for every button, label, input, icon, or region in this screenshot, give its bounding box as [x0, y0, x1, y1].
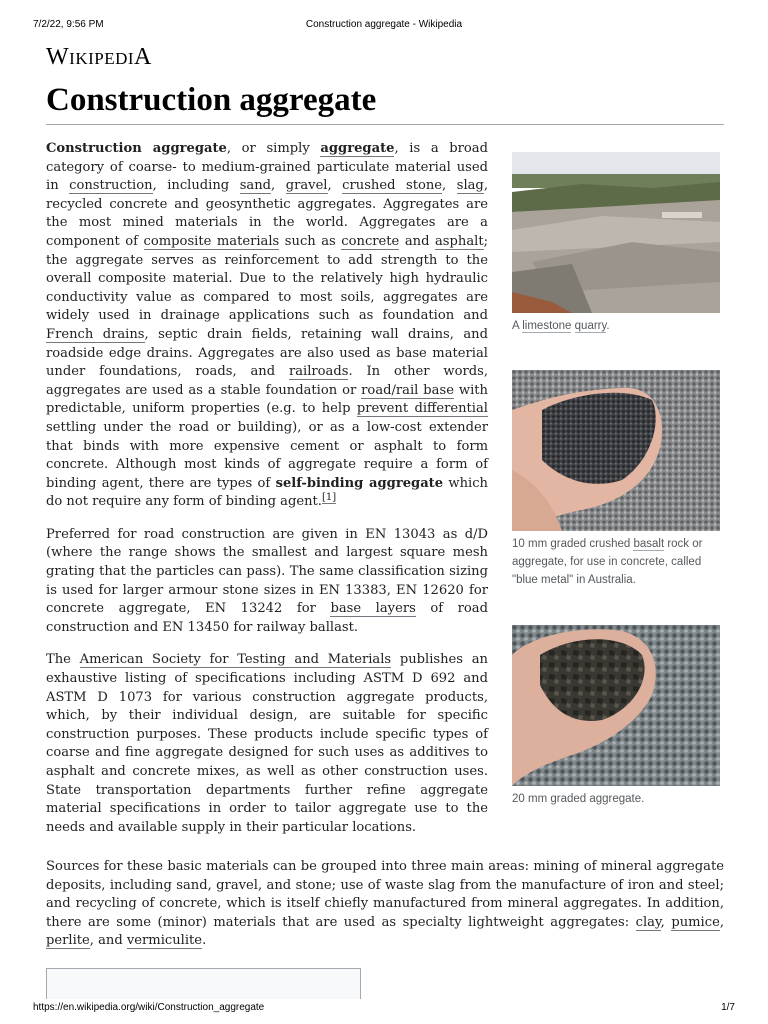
figure-caption [512, 535, 720, 589]
lead-paragraph-2 [46, 526, 488, 638]
print-header [0, 0, 768, 40]
link-construction[interactable]: construction [69, 178, 153, 194]
article-body [46, 140, 488, 851]
link-french-drains[interactable]: French drains [46, 326, 145, 342]
lead-paragraph-4 [46, 858, 724, 951]
text: , [271, 178, 286, 194]
caption-text: rock or aggregate, for use in concrete, called "blue metal" in Australia. [512, 538, 703, 586]
text: , [327, 178, 343, 194]
link-asphalt[interactable]: asphalt [434, 233, 484, 249]
text: , including [152, 178, 240, 194]
text: , recycled concrete and geosynthetic aggregates. Aggregates are the most mined materials in the world. Aggregates are a component of [46, 178, 488, 249]
text: with predictable, uniform properties (e.g. to help [46, 382, 488, 417]
figure-20mm-aggregate [512, 625, 720, 808]
text: , is a broad category of coarse- to medium-grained particulate material used in [46, 141, 488, 194]
link-aggregate[interactable] [320, 141, 394, 157]
print-title: Construction aggregate - Wikipedia [305, 19, 463, 30]
wordmark-middle: IKIPEDI [69, 49, 135, 68]
basalt-image[interactable] [512, 370, 720, 531]
link-sand[interactable]: sand [239, 178, 272, 194]
print-url: https://en.wikipedia.org/wiki/Construction_aggregate [33, 1002, 265, 1013]
wikipedia-wordmark[interactable] [46, 44, 152, 71]
lead-paragraph-3 [46, 651, 488, 837]
figure-caption [512, 317, 720, 335]
link-astm[interactable]: American Society for Testing and Materials [79, 652, 392, 668]
quarry-image[interactable] [512, 152, 720, 313]
term-bold: Construction aggregate [46, 141, 227, 156]
text: The [46, 652, 80, 668]
caption-text: 20 mm graded aggregate. [512, 793, 645, 805]
text: such as [279, 233, 342, 249]
text: Preferred for road construction are given in EN 13043 as d/D (where the range shows the smallest and largest square mesh grating that the particles can pass). The same classification sizing is used for larger armour stone sizes in EN 13383, EN 12620 for concrete aggregate, EN 13242 for [46, 526, 488, 617]
text: , septic drain fields, retaining wall drains, and roadside edge drains. Aggregates are also used as base material under foundations, roads, and [46, 326, 488, 380]
figure-caption [512, 790, 720, 808]
article-body-wide [46, 858, 724, 951]
text: publishes an exhaustive listing of specifications including ASTM D 692 and ASTM D 1073 for various construction aggregate products, which, by their individual design, are suitable for specific construction purposes. These products include specific types of coarse and fine aggregate designed for such uses as additives to asphalt and concrete mixes, as well as other construction uses. State transportation departments further refine aggregate material specifications in order to tailor aggregate use to the needs and available supply in their particular locations. [46, 652, 488, 835]
link-pumice[interactable]: pumice [671, 914, 720, 930]
link-quarry[interactable]: quarry [574, 320, 607, 332]
text: . In other words, aggregates are used as a stable foundation or [46, 364, 489, 398]
link-vermiculite[interactable]: vermiculite [126, 933, 203, 949]
link-clay[interactable]: clay [635, 914, 661, 930]
figure-basalt-aggregate [512, 370, 720, 589]
wordmark-w: W [46, 44, 70, 70]
link-limestone[interactable]: limestone [522, 320, 572, 332]
wordmark-a: A [134, 44, 152, 70]
text: which do not require any form of binding agent. [46, 475, 488, 510]
link-text: aggregate [320, 141, 395, 156]
text: , [442, 178, 457, 194]
citation-1[interactable] [322, 492, 336, 504]
caption-text: 10 mm graded crushed [512, 538, 634, 550]
link-gravel[interactable]: gravel [285, 178, 328, 194]
print-footer [0, 994, 768, 1024]
link-railroads[interactable]: railroads [288, 364, 349, 380]
link-road-rail-base[interactable]: road/rail base [361, 382, 454, 398]
text: , [719, 914, 724, 930]
lead-paragraph-1 [46, 140, 488, 512]
link-prevent-differential[interactable]: prevent differential [356, 401, 488, 417]
text: , [660, 914, 672, 930]
link-base-layers[interactable]: base layers [330, 601, 416, 617]
text: ; the aggregate serves as reinforcement to add strength to the overall composite material. Due to the relatively high hydraulic conductivity value as compared to most soils, aggregates are widely used in drainage applications such as foundation and [46, 233, 489, 324]
text: settling under the road or building), or as a low-cost extender that binds with more expensive cement or asphalt to form concrete. Although most kinds of aggregate require a form of binding agent, there are types of [46, 419, 488, 491]
link-basalt[interactable]: basalt [633, 538, 665, 550]
print-datetime: 7/2/22, 9:56 PM [33, 19, 104, 30]
caption-text: A [512, 320, 523, 332]
link-crushed-stone[interactable]: crushed stone [342, 178, 443, 194]
text: , and [89, 933, 127, 949]
term-self-binding: self-binding aggregate [275, 475, 444, 491]
text: Sources for these basic materials can be grouped into three main areas: mining of mineral aggregate deposits, including sand, gravel, and stone; use of waste slag from the manufacture of iron and steel; and recycling of concrete, which is itself chiefly manufactured from mineral aggregates. In addition, there are some (minor) materials that are used as specialty lightweight aggregates: [46, 859, 724, 930]
link-perlite[interactable]: perlite [46, 933, 90, 949]
aggregate-20mm-image[interactable] [512, 625, 720, 786]
link-composite-materials[interactable]: composite materials [143, 233, 280, 249]
title-divider [46, 124, 724, 125]
figure-limestone-quarry [512, 152, 720, 335]
link-slag[interactable]: slag [456, 178, 484, 194]
page-title: Construction aggregate [46, 82, 377, 118]
link-concrete[interactable]: concrete [341, 233, 400, 249]
text: . [202, 933, 207, 949]
text: of road construction and EN 13450 for railway ballast. [46, 601, 488, 635]
caption-text: . [606, 320, 610, 332]
text: and [399, 233, 435, 249]
print-page-number: 1/7 [721, 1002, 735, 1013]
citation-link[interactable]: [1] [321, 491, 337, 503]
text: , or simply [226, 141, 321, 156]
